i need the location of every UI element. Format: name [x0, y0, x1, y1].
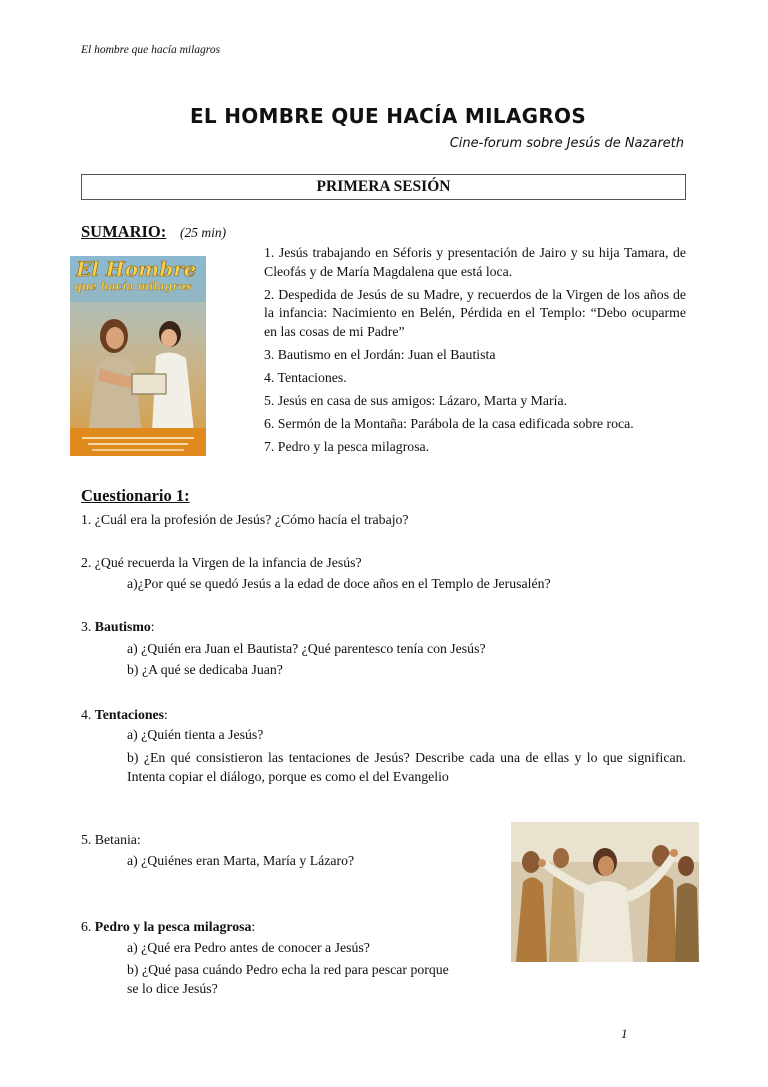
summary-list [264, 244, 686, 461]
page-number: 1 [621, 1026, 628, 1041]
crowd-illustration [511, 822, 699, 962]
question-5a: a) ¿Quiénes eran Marta, María y Lázaro? [127, 853, 355, 868]
question-6b-line2: se lo dice Jesús? [127, 981, 218, 996]
page-title: EL HOMBRE QUE HACÍA MILAGROS [189, 104, 587, 128]
questionnaire-heading: Cuestionario 1: [81, 486, 190, 505]
page-subtitle: Cine-forum sobre Jesús de Nazareth [449, 136, 684, 151]
running-header: El hombre que hacía milagros [81, 44, 221, 56]
question-3a: a) ¿Quién era Juan el Bautista? ¿Qué parentesco tenía con Jesús? [127, 641, 486, 656]
question-6b-line1: b) ¿Qué pasa cuándo Pedro echa la red para pescar porque [127, 962, 449, 977]
question-4b: b) ¿En qué consistieron las tentaciones de Jesús? Describe cada una de ellas y lo que significan. Intenta copiar el diálogo, porque es como el del Evangelio [127, 750, 686, 784]
question-3-topic: Bautismo [94, 619, 151, 634]
question-6: 6. Pedro y la pesca milagrosa: [81, 919, 256, 934]
question-1: 1. ¿Cuál era la profesión de Jesús? ¿Cómo hacía el trabajo? [81, 512, 409, 527]
sumario-heading: SUMARIO: [81, 222, 167, 241]
summary-item: 2. Despedida de Jesús de su Madre, y recuerdos de la Virgen de los años de la infancia: Nacimiento en Belén, Pérdida en el Templo: “Debo ocuparme en las cosas de mi Padre” [264, 286, 686, 339]
cover-subtitle: que hacía milagros [74, 280, 192, 293]
cover-title: El Hombre [76, 257, 197, 281]
question-2a: a)¿Por qué se quedó Jesús a la edad de doce años en el Templo de Jerusalén? [127, 576, 551, 591]
movie-cover-image [70, 256, 206, 456]
question-6a: a) ¿Qué era Pedro antes de conocer a Jesús? [127, 940, 370, 955]
sumario-duration: (25 min) [180, 225, 227, 240]
summary-item: 3. Bautismo en el Jordán: Juan el Bautista [264, 346, 496, 362]
question-4: 4. Tentaciones: [81, 707, 168, 722]
question-2: 2. ¿Qué recuerda la Virgen de la infancia de Jesús? [81, 555, 362, 570]
summary-item: 7. Pedro y la pesca milagrosa. [264, 438, 430, 454]
question-4a: a) ¿Quién tienta a Jesús? [127, 727, 264, 742]
summary-item: 6. Sermón de la Montaña: Parábola de la casa edificada sobre roca. [264, 415, 634, 431]
summary-item: 5. Jesús en casa de sus amigos: Lázaro, Marta y María. [264, 392, 568, 408]
question-3: 3. Bautismo: [81, 619, 155, 634]
question-5: 5. Betania: [81, 832, 141, 847]
question-6-topic: Pedro y la pesca milagrosa [94, 919, 252, 934]
question-3b: b) ¿A qué se dedicaba Juan? [127, 662, 283, 677]
summary-item: 1. Jesús trabajando en Séforis y presentación de Jairo y su hija Tamara, de Cleofás y de María Magdalena que está loca. [264, 245, 686, 279]
summary-item: 4. Tentaciones. [264, 369, 347, 385]
session-heading: PRIMERA SESIÓN [81, 174, 686, 200]
question-4-topic: Tentaciones [94, 707, 165, 722]
